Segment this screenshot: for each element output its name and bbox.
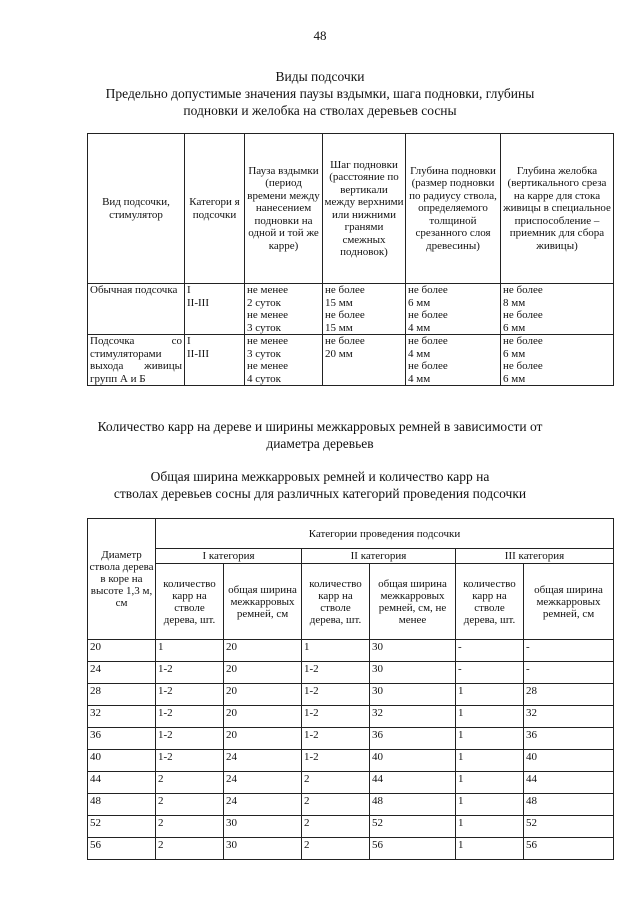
table-cell: 1-2 <box>302 662 370 684</box>
table-cell: 2 <box>156 772 224 794</box>
cell-line: не более <box>325 335 365 347</box>
table-cell: 1 <box>456 706 524 728</box>
table-cell: 2 <box>156 816 224 838</box>
table-cell: 44 <box>370 772 456 794</box>
cell-line: не более <box>503 309 543 321</box>
cell-type: Подсочка со стимуляторами выхода живицы групп А и Б <box>88 335 185 386</box>
cell-line: 20 мм <box>325 347 353 360</box>
table-cell: 24 <box>224 750 302 772</box>
table-cell: 48 <box>88 794 156 816</box>
cell-line: не более <box>503 335 543 347</box>
table-cell: 2 <box>156 838 224 860</box>
table-cell: 56 <box>524 838 614 860</box>
table-cell: - <box>524 640 614 662</box>
table-cell: 2 <box>302 838 370 860</box>
cell-line: не более <box>503 360 543 372</box>
table-cell: 1 <box>456 728 524 750</box>
table-cell: 1 <box>456 816 524 838</box>
t2-header-cat2: II категория <box>302 549 456 564</box>
cell-category <box>185 335 245 386</box>
t2-sub-width-1: общая ширина межкарровых ремней, см <box>224 564 302 640</box>
table-cell: 32 <box>524 706 614 728</box>
table-row <box>88 335 614 386</box>
table-cell: 52 <box>88 816 156 838</box>
table-cell: 1-2 <box>156 728 224 750</box>
cell-type: Обычная подсочка <box>88 284 185 335</box>
cell-line: 3 суток <box>247 347 281 360</box>
cell-line: не более <box>503 284 543 296</box>
table-cell: 1-2 <box>156 662 224 684</box>
table-row <box>88 816 614 838</box>
table-row <box>88 662 614 684</box>
table-cell: 1-2 <box>156 750 224 772</box>
heading3-line1: Количество карр на дереве и ширины межкарровых ремней в зависимости от <box>97 419 543 434</box>
t2-sub-width-3: общая ширина межкарровых ремней, см <box>524 564 614 640</box>
section-title: Виды подсочки <box>275 69 365 84</box>
cell-line: I <box>187 284 191 296</box>
cell-line <box>325 373 403 386</box>
t2-sub-count-1: количество карр на стволе дерева, шт. <box>156 564 224 640</box>
table-cell: 30 <box>370 684 456 706</box>
table-cell: 30 <box>224 816 302 838</box>
table-cell: 40 <box>370 750 456 772</box>
cell-line: 4 суток <box>247 372 281 385</box>
t1-header-step: Шаг подновки (расстояние по вертикали между верхними или нижними гранями смежных подновок) <box>323 134 406 284</box>
cell-pause <box>245 284 323 335</box>
table-cell: 1 <box>456 750 524 772</box>
table-cell: 48 <box>370 794 456 816</box>
table-cell: 2 <box>302 794 370 816</box>
table-cell: 20 <box>224 706 302 728</box>
table2-title-line1: Общая ширина межкарровых ремней и количество карр на <box>150 469 490 484</box>
t1-header-pause: Пауза вздымки (период времени между нанесением подновки на одной и той же карре) <box>245 134 323 284</box>
table-cell: 52 <box>370 816 456 838</box>
table-cell: 2 <box>156 794 224 816</box>
table-cell: 32 <box>370 706 456 728</box>
t2-sub-width-2: общая ширина межкарровых ремней, см, не менее <box>370 564 456 640</box>
t1-header-type: Вид подсочки, стимулятор <box>88 134 185 284</box>
cell-line: 3 суток <box>247 321 281 334</box>
table-cell: 36 <box>524 728 614 750</box>
table-cell: 20 <box>224 662 302 684</box>
t2-sub-count-3: количество карр на стволе дерева, шт. <box>456 564 524 640</box>
cell-line: 8 мм <box>503 296 526 309</box>
table-cell: 20 <box>224 684 302 706</box>
t2-header-cat3: III категория <box>456 549 614 564</box>
table-cell: 24 <box>224 794 302 816</box>
cell-step <box>323 335 406 386</box>
table-cell: 48 <box>524 794 614 816</box>
heading3-line2: диаметра деревьев <box>266 436 374 451</box>
table-cell: - <box>456 640 524 662</box>
table1-title-line1: Предельно допустимые значения паузы вздымки, шага подновки, глубины <box>105 86 535 101</box>
table-row <box>88 284 614 335</box>
tapping-parameters-table <box>87 133 614 386</box>
cell-line: не менее <box>247 309 289 321</box>
table-cell: 40 <box>524 750 614 772</box>
t2-header-cat1: I категория <box>156 549 302 564</box>
cell-line: 2 суток <box>247 296 281 309</box>
table-cell: - <box>524 662 614 684</box>
t1-header-groove: Глубина желобка (вертикального среза на карре для стока живицы в специальное приспособление –приемник для сбора живицы) <box>501 134 614 284</box>
table-cell: 1 <box>302 640 370 662</box>
t1-header-depth: Глубина подновки (размер подновки по радиусу ствола, определяемого толщиной срезанного слоя древесины) <box>406 134 501 284</box>
cell-line: 6 мм <box>408 296 431 309</box>
cell-groove <box>501 335 614 386</box>
table-cell: 56 <box>88 838 156 860</box>
cell-line: не менее <box>247 284 289 296</box>
table-cell: 1 <box>456 794 524 816</box>
cell-line: 6 мм <box>503 347 526 360</box>
table1-title-line2: подновки и желобка на стволах деревьев сосны <box>183 103 457 118</box>
cell-pause <box>245 335 323 386</box>
cell-line: не более <box>408 309 448 321</box>
table-row <box>88 838 614 860</box>
table-row <box>88 640 614 662</box>
table-cell: 20 <box>88 640 156 662</box>
table-cell: 44 <box>524 772 614 794</box>
cell-category <box>185 284 245 335</box>
table-cell: 24 <box>88 662 156 684</box>
table-cell: 1-2 <box>302 684 370 706</box>
table-row <box>88 684 614 706</box>
table2-title-line2: стволах деревьев сосны для различных категорий проведения подсочки <box>113 486 527 501</box>
cell-line: 6 мм <box>503 372 526 385</box>
cell-line: не менее <box>247 335 289 347</box>
cell-line: I <box>187 335 191 347</box>
cell-depth <box>406 335 501 386</box>
cell-line: не более <box>408 284 448 296</box>
table-cell: 32 <box>88 706 156 728</box>
t2-sub-count-2: количество карр на стволе дерева, шт. <box>302 564 370 640</box>
cell-line: не более <box>408 360 448 372</box>
table-cell: 52 <box>524 816 614 838</box>
table-cell: 1-2 <box>156 684 224 706</box>
carr-count-table <box>87 518 614 860</box>
table-cell: 1-2 <box>302 728 370 750</box>
table-cell: 44 <box>88 772 156 794</box>
table-cell: 30 <box>224 838 302 860</box>
table-cell: 30 <box>370 662 456 684</box>
table-cell: 1-2 <box>302 750 370 772</box>
t1-header-category: Категори я подсочки <box>185 134 245 284</box>
cell-depth <box>406 284 501 335</box>
cell-line <box>325 360 403 373</box>
table-cell: 24 <box>224 772 302 794</box>
table-row <box>88 728 614 750</box>
cell-line: 15 мм <box>325 321 353 334</box>
cell-line: 4 мм <box>408 321 431 334</box>
cell-line: 4 мм <box>408 347 431 360</box>
table-cell: 28 <box>88 684 156 706</box>
page-number: 48 <box>313 28 327 43</box>
table-cell: 28 <box>524 684 614 706</box>
table-cell: 1 <box>456 684 524 706</box>
cell-line: не менее <box>247 360 289 372</box>
table-cell: 1-2 <box>302 706 370 728</box>
table-cell: 36 <box>370 728 456 750</box>
table-cell: 30 <box>370 640 456 662</box>
table-cell: 1 <box>456 772 524 794</box>
cell-line: не более <box>325 309 365 321</box>
table-cell: 1-2 <box>156 706 224 728</box>
cell-line: не более <box>325 284 365 296</box>
table-cell: 20 <box>224 640 302 662</box>
cell-line: 6 мм <box>503 321 526 334</box>
table-cell: 2 <box>302 772 370 794</box>
cell-line: не более <box>408 335 448 347</box>
t2-header-group: Категории проведения подсочки <box>156 519 614 549</box>
cell-line: 15 мм <box>325 296 353 309</box>
table-row <box>88 750 614 772</box>
table-row <box>88 772 614 794</box>
cell-groove <box>501 284 614 335</box>
table-cell: - <box>456 662 524 684</box>
table-cell: 40 <box>88 750 156 772</box>
table-cell: 1 <box>456 838 524 860</box>
table-row <box>88 706 614 728</box>
cell-step <box>323 284 406 335</box>
table-row <box>88 794 614 816</box>
table-cell: 56 <box>370 838 456 860</box>
cell-line: II-III <box>187 296 209 309</box>
cell-line: 4 мм <box>408 372 431 385</box>
cell-line: II-III <box>187 347 209 360</box>
table-cell: 1 <box>156 640 224 662</box>
table-cell: 20 <box>224 728 302 750</box>
t2-header-diameter: Диаметр ствола дерева в коре на высоте 1,3 м, см <box>88 519 156 640</box>
table-cell: 36 <box>88 728 156 750</box>
table-cell: 2 <box>302 816 370 838</box>
